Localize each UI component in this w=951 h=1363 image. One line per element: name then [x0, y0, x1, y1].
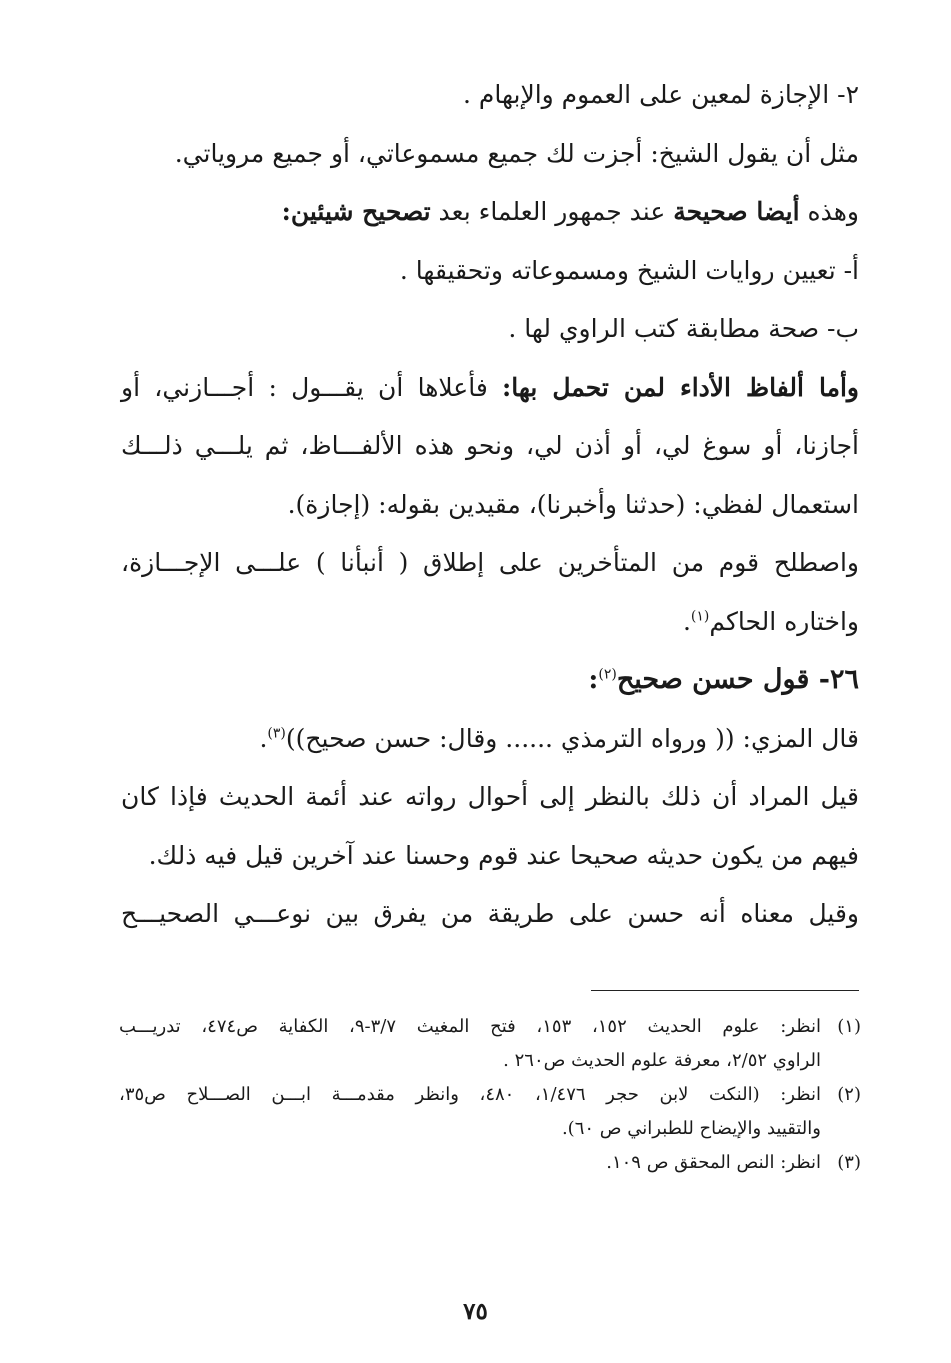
text-line [121, 300, 859, 359]
paragraph-text: وهذه [799, 197, 859, 226]
footnote-number: (٣) [837, 1152, 861, 1173]
paragraph-text: فيهم من يكون حديثه صحيحا عند قوم وحسنا عند آخرين قيل فيه ذلك. [148, 840, 859, 870]
paragraph-text: وقيل معناه أنه حسن على طريقة من يفرق بين نوعـــي الصحيـــح [121, 899, 859, 928]
text-line [121, 651, 859, 710]
text-line [121, 66, 859, 125]
paragraph-text: فأعلاها أن يقـــول : أجـــازني، أو [121, 372, 503, 402]
text-line [121, 593, 859, 652]
text-line [121, 710, 859, 769]
text-line [121, 183, 859, 242]
footnote-ref[interactable]: (١) [690, 608, 710, 625]
paragraph-text: قيل المراد أن ذلك بالنظر إلى أحوال رواته عند أئمة الحديث فإذا كان [121, 782, 859, 811]
page-number: ٧٥ [463, 1298, 488, 1325]
footnote-line: انظر: علوم الحديث ١٥٢، ١٥٣، فتح المغيث ٣/٧-٩، الكفاية ص٤٧٤، تدريـــب [119, 1016, 822, 1037]
paragraph-text: واختاره الحاكم [709, 606, 859, 636]
text-line [121, 359, 859, 418]
footnote-ref[interactable]: (٣) [267, 725, 286, 742]
list-item-text: أ- تعيين روايات الشيخ ومسموعاته وتحقيقها . [399, 255, 859, 285]
footnote-body [119, 1146, 821, 1180]
footnote [119, 1146, 861, 1180]
paragraph-text: مثل أن يقول الشيخ: أجزت لك جميع مسموعاتي، أو جميع مروياتي. [174, 138, 859, 168]
main-text [121, 66, 859, 944]
footnote-line: والتقييد والإيضاح للطبراني ص ٦٠). [561, 1118, 821, 1139]
footnote-body [119, 1010, 821, 1078]
footnote [119, 1078, 861, 1146]
punctuation: . [259, 723, 268, 753]
text-line [121, 827, 859, 886]
paragraph-text: استعمال لفظي: (حدثنا وأخبرنا)، مقيدين بقوله: (إجازة). [287, 489, 859, 519]
footnotes [119, 1010, 861, 1180]
text-line [121, 476, 859, 535]
footnote-number: (١) [837, 1016, 861, 1037]
paragraph-text: ٢- الإجازة لمعين على العموم والإبهام . [462, 80, 859, 109]
paragraph-text: عند جمهور العلماء بعد [430, 197, 674, 226]
text-line [121, 242, 859, 301]
footnote [119, 1010, 861, 1078]
section-heading: ٢٦- قول حسن صحيح [616, 664, 859, 695]
punctuation: : [588, 664, 599, 695]
text-line [121, 885, 859, 944]
text-line [121, 125, 859, 184]
text-line [121, 534, 859, 593]
punctuation: . [682, 606, 691, 636]
bold-phrase: تصحيح شيئين: [281, 197, 431, 226]
paragraph-text: قال المزي: (( ورواه الترمذي ...... وقال: حسن صحيح)) [285, 723, 859, 753]
footnote-body [119, 1078, 821, 1146]
text-line [121, 768, 859, 827]
paragraph-text: واصطلح قوم من المتأخرين على إطلاق ( أنبأنا ) علـــى الإجـــازة، [121, 548, 859, 577]
footnote-line: انظر: النص المحقق ص ١٠٩. [606, 1152, 821, 1173]
paragraph-text: أجازنا، أو سوغ لي، أو أذن لي، ونحو هذه الألفـــاظ، ثم يلـــي ذلـــك [121, 431, 859, 460]
bold-phrase: وأما ألفاظ الأداء لمن تحمل بها: [502, 372, 859, 402]
footnote-divider [591, 990, 859, 991]
footnote-line: انظر: (النكت لابن حجر ١/٤٧٦، ٤٨٠، وانظر مقدمـــة ابـــن الصـــلاح ص٣٥، [119, 1084, 822, 1105]
footnote-line: الراوي ٢/٥٢، معرفة علوم الحديث ص٢٦٠ . [503, 1050, 821, 1071]
footnote-ref[interactable]: (٢) [598, 666, 617, 683]
footnote-number: (٢) [837, 1084, 861, 1105]
text-line [121, 417, 859, 476]
bold-phrase: أيضا صحيحة [673, 197, 800, 226]
list-item-text: ب- صحة مطابقة كتب الراوي لها . [508, 314, 859, 343]
